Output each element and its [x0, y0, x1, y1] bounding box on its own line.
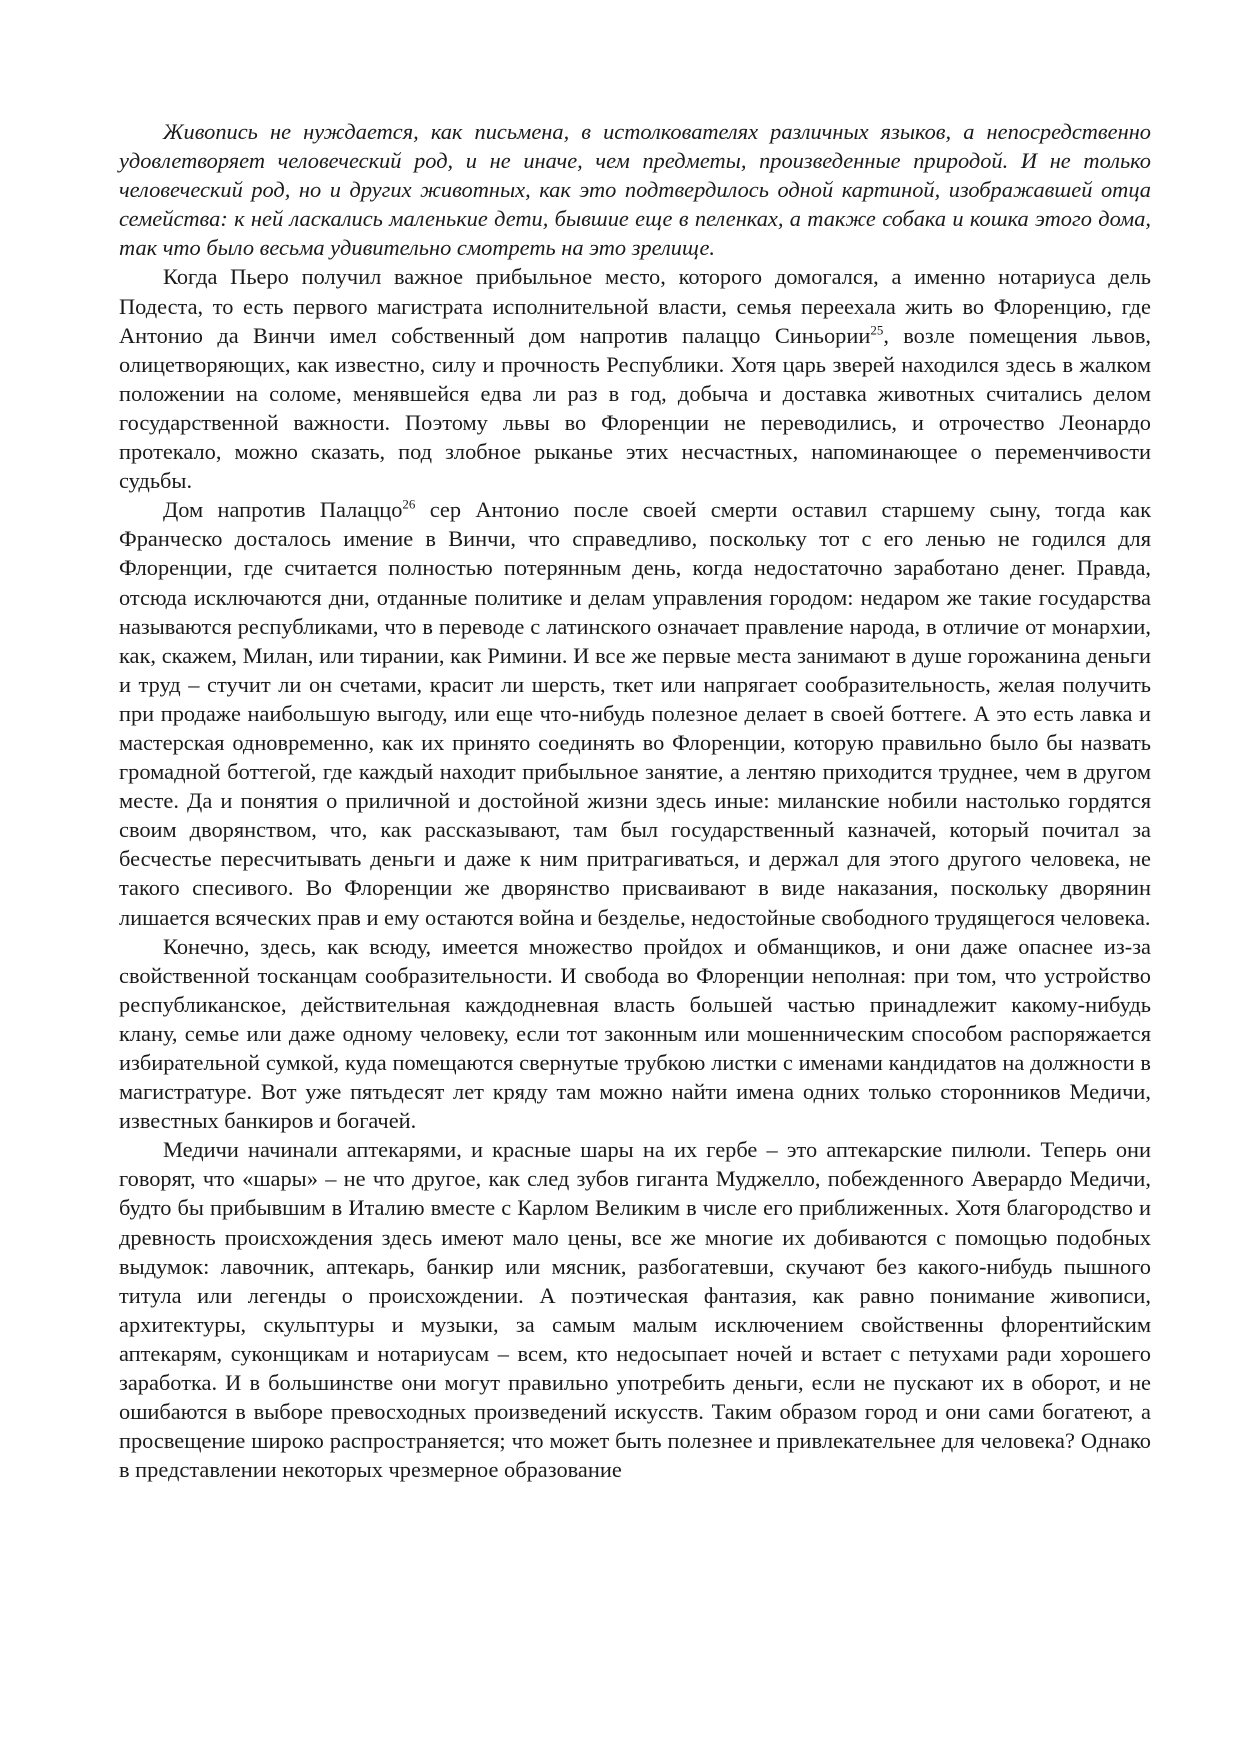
paragraph-florence-freedom: Конечно, здесь, как всюду, имеется множество пройдох и обманщиков, и они даже опаснее из-за свойственной тосканцам сообразительности. И свобода во Флоренции неполная: при том, что устройство республиканское, действительная каждодневная власть большей частью принадлежит какому-нибудь клану, семье или даже одному человеку, если тот законным или мошенническим способом распоряжается избирательной сумкой, куда помещаются свернутые трубкою листки с именами кандидатов на должности в магистратуре. Вот уже пятьдесят лет кряду там можно найти имена одних только сторонников Медичи, известных банкиров и богачей.: [119, 933, 1151, 1134]
paragraph-text: , возле помещения львов, олицетворяющих, как известно, силу и прочность Республики. Хотя царь зверей находился здесь в жалком положении на соломе, менявшейся едва ли раз в год, добыча и доставка животных считались делом государственной важности. Поэтому львы во Флоренции не переводились, и отрочество Леонардо протекало, можно сказать, под злобное рыканье этих несчастных, напоминающее о переменчивости судьбы.: [119, 322, 1151, 494]
paragraph-piero-moves: [119, 262, 1151, 495]
paragraph-house-inheritance: [119, 495, 1151, 931]
document-page: [119, 117, 1151, 1484]
footnote-marker: 25: [870, 322, 884, 338]
paragraph-medici: Медичи начинали аптекарями, и красные шары на их гербе – это аптекарские пилюли. Теперь они говорят, что «шары» – не что другое, как след зубов гиганта Муджелло, побежденного Аверардо Медичи, будто бы прибывшим в Италию вместе с Карлом Великим в числе его приближенных. Хотя благородство и древность происхождения здесь имеют мало цены, все же многие их добиваются с помощью подобных выдумок: лавочник, аптекарь, банкир или мясник, разбогатевши, скучают без какого-нибудь пышного титула или легенды о происхождении. А поэтическая фантазия, как равно понимание живописи, архитектуры, скульптуры и музыки, за самым малым исключением свойственны флорентийским аптекарям, суконщикам и нотариусам – всем, кто недосыпает ночей и встает с петухами ради хорошего заработка. И в большинстве они могут правильно употребить деньги, если не пускают их в оборот, и не ошибаются в выборе превосходных произведений искусств. Таким образом город и они сами богатеют, а просвещение широко распространяется; что может быть полезнее и привлекательнее для человека? Однако в представлении некоторых чрезмерное образование: [119, 1137, 1151, 1483]
paragraph-text: сер Антонио после своей смерти оставил старшему сыну, тогда как Франческо досталось имение в Винчи, что справедливо, поскольку тот с его ленью не годился для Флоренции, где считается полностью потерянным день, когда недостаточно заработано денег. Правда, отсюда исключаются дни, отданные политике и делам управления городом: недаром же такие государства называются республиками, что в переводе с латинского означает правление народа, в отличие от монархии, как, скажем, Милан, или тирании, как Римини. И все же первые места занимают в душе горожанина деньги и труд – стучит ли он счетами, красит ли шерсть, ткет или напрягает сообразительность, желая получить при продаже наибольшую выгоду, или еще что-нибудь полезное делает в своей боттеге. А это есть лавка и мастерская одновременно, как их принято соединять во Флоренции, которую правильно было бы назвать громадной боттегой, где каждый находит прибыльное занятие, а лентяю приходится труднее, чем в другом месте. Да и понятия о приличной и достойной жизни здесь иные: миланские нобили настолько гордятся своим дворянством, что, как рассказывают, там был государственный казначей, который почитал за бесчестье пересчитывать деньги и даже к ним притрагиваться, и держал для этого другого человека, не такого спесивого. Во Флоренции же дворянство присваивают в виде наказания, поскольку дворянин лишается всяческих прав и ему остаются война и безделье, недостойные свободного трудящегося человека.: [119, 497, 1151, 930]
paragraph-text: Дом напротив Палаццо: [163, 497, 403, 523]
footnote-marker: 26: [402, 496, 416, 512]
paragraph-italic-quote: Живопись не нуждается, как письмена, в истолкователях различных языков, а непосредственно удовлетворяет человеческий род, и не иначе, чем предметы, произведенные природой. И не только человеческий род, но и других животных, как это подтвердилось одной картиной, изображавшей отца семейства: к ней ласкались маленькие дети, бывшие еще в пеленках, а также собака и кошка этого дома, так что было весьма удивительно смотреть на это зрелище.: [119, 119, 1151, 261]
paragraph-text: Когда Пьеро получил важное прибыльное место, которого домогался, а именно нотариуса дель Подеста, то есть первого магистрата исполнительной власти, семья переехала жить во Флоренцию, где Антонио да Винчи имел собственный дом напротив палаццо Синьории: [119, 264, 1151, 348]
